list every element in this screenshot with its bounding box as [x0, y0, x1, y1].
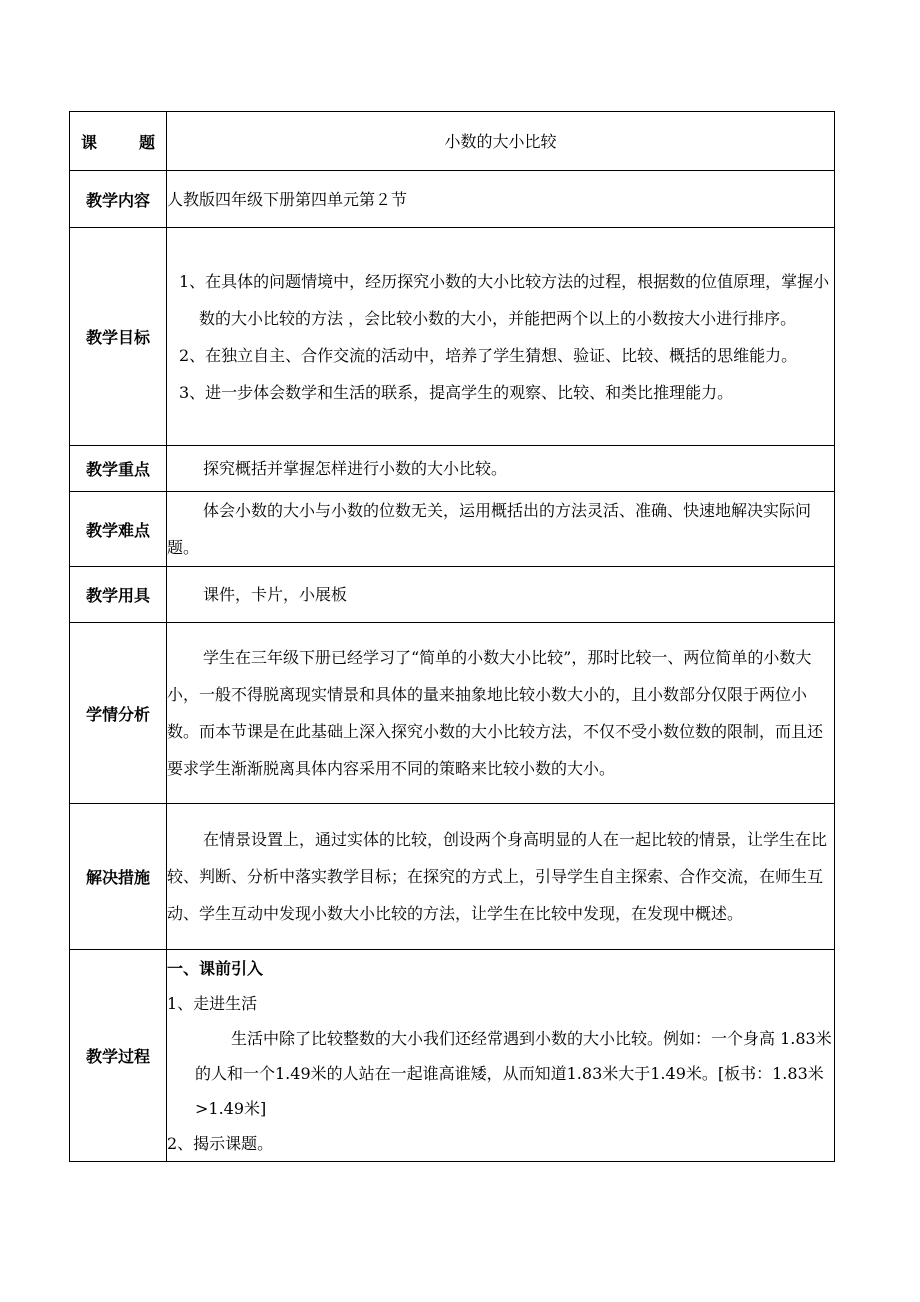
- row-difficulty: [70, 492, 835, 567]
- row-analysis: [70, 623, 835, 804]
- key-text: 探究概括并掌握怎样进行小数的大小比较。: [167, 446, 835, 492]
- tools-text: 课件，卡片，小展板: [167, 567, 835, 623]
- goal-item-3: 3、进一步体会数学和生活的联系，提高学生的观察、比较、和类比推理能力。: [179, 382, 734, 402]
- label-process: 教学过程: [70, 950, 167, 1162]
- label-title: 课 题: [70, 112, 167, 171]
- row-content: [70, 171, 835, 228]
- page-title: 小数的大小比较: [167, 112, 835, 171]
- lesson-plan-table: [69, 111, 835, 1162]
- difficulty-text: 体会小数的大小与小数的位数无关，运用概括出的方法灵活、准确、快速地解决实际问题。: [167, 492, 835, 567]
- label-content: 教学内容: [70, 171, 167, 228]
- row-title: [70, 112, 835, 171]
- row-process: [70, 950, 835, 1162]
- process-step-1-text: 生活中除了比较整数的大小我们还经常遇到小数的大小比较。例如：一个身高 1.83米的人和一个1.49米的人站在一起谁高谁矮，从而知道1.83米大于1.49米。[板书：1.83米>1.49米]: [195, 1028, 832, 1118]
- label-tools: 教学用具: [70, 567, 167, 623]
- row-measures: [70, 804, 835, 950]
- label-difficulty: 教学难点: [70, 492, 167, 567]
- label-analysis: 学情分析: [70, 623, 167, 804]
- label-goals: 教学目标: [70, 228, 167, 446]
- row-key: [70, 446, 835, 492]
- goal-item-1: 1、在具体的问题情境中，经历探究小数的大小比较方法的过程，根据数的位值原理，掌握小数的大小比较的方法 ，会比较小数的大小，并能把两个以上的小数按大小进行排序。: [179, 271, 830, 328]
- goals-list: [167, 228, 835, 446]
- process-content: [167, 950, 835, 1162]
- content-text: 人教版四年级下册第四单元第２节: [167, 171, 835, 228]
- label-measures: 解决措施: [70, 804, 167, 950]
- measures-text: 在情景设置上，通过实体的比较，创设两个身高明显的人在一起比较的情景，让学生在比较、判断、分析中落实教学目标；在探究的方式上，引导学生自主探索、合作交流，在师生互动、学生互动中发现小数大小比较的方法，让学生在比较中发现，在发现中概述。: [167, 804, 835, 950]
- process-step-2: 2、揭示课题。: [167, 1133, 274, 1153]
- row-tools: [70, 567, 835, 623]
- row-goals: [70, 228, 835, 446]
- process-step-1: 1、走进生活: [167, 993, 258, 1013]
- analysis-text: 学生在三年级下册已经学习了“简单的小数大小比较”，那时比较一、两位简单的小数大小，一般不得脱离现实情景和具体的量来抽象地比较小数大小的，且小数部分仅限于两位小数。而本节课是在此基础上深入探究小数的大小比较方法，不仅不受小数位数的限制，而且还要求学生渐渐脱离具体内容采用不同的策略来比较小数的大小。: [167, 623, 835, 804]
- process-heading: 一、课前引入: [167, 958, 264, 978]
- goal-item-2: 2、在独立自主、合作交流的活动中，培养了学生猜想、验证、比较、概括的思维能力。: [179, 345, 798, 365]
- label-key: 教学重点: [70, 446, 167, 492]
